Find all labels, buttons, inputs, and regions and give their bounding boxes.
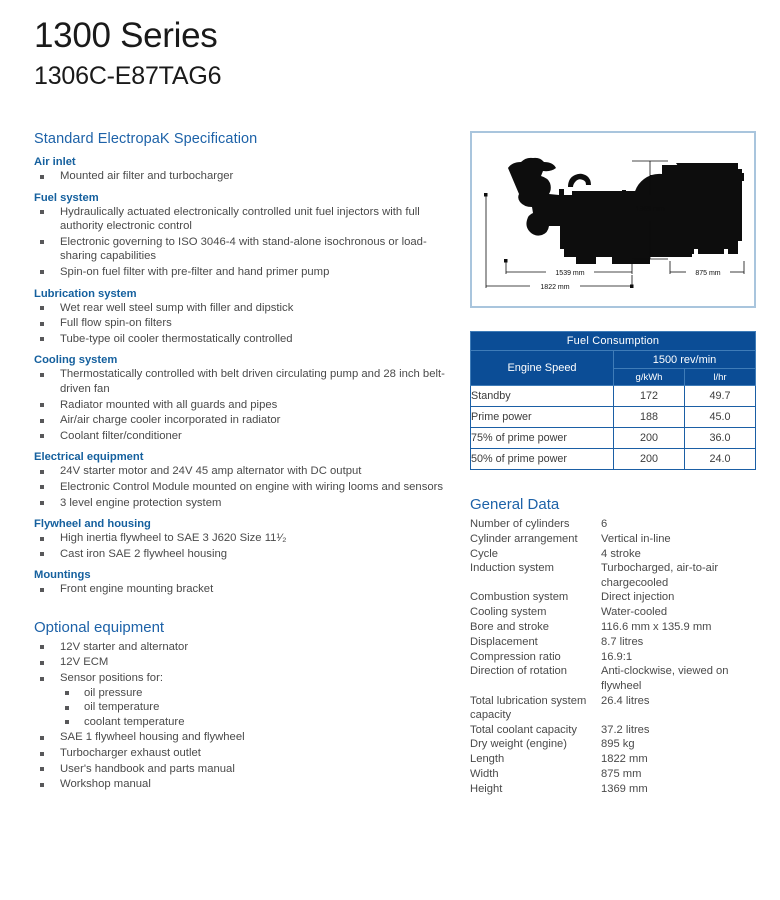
table-row (471, 428, 756, 449)
dimension-label-width: 875 mm (695, 270, 721, 277)
spec-section-heading: Cooling system (34, 354, 118, 367)
general-data-value: 895 kg (601, 738, 635, 751)
general-data-value: 16.9:1 (601, 650, 633, 663)
table-row (470, 547, 756, 562)
dimension-label-overall-length: 1822 mm (540, 284, 570, 291)
list-item: 12V starter and alternator (34, 640, 454, 655)
table-row (470, 635, 756, 650)
fuel-consumption-table-wrap (470, 331, 756, 470)
table-row (470, 694, 756, 723)
list-item: Electronic governing to ISO 3046-4 with stand-alone isochronous or load-sharing capabilities (34, 235, 454, 264)
list-item: Full flow spin-on filters (34, 316, 454, 331)
fuel-row-gkwh: 200 (614, 428, 685, 449)
fuel-consumption-table (470, 331, 756, 470)
general-data-label: Number of cylinders (470, 518, 570, 530)
table-row (471, 386, 756, 407)
table-row (471, 449, 756, 470)
list-item: Mounted air filter and turbocharger (34, 169, 454, 184)
general-data-label: Length (470, 753, 505, 766)
fuel-row-lhr: 45.0 (685, 407, 756, 428)
general-data-title: General Data (470, 496, 560, 513)
general-data-label: Displacement (470, 635, 538, 648)
general-data-value: Anti-clockwise, viewed on flywheel (601, 665, 729, 692)
general-data-value: 4 stroke (601, 547, 641, 560)
fuel-table-body (471, 386, 756, 470)
general-data-value: 116.6 mm x 135.9 mm (601, 621, 712, 634)
engine-dimension-drawing (470, 131, 756, 308)
fuel-row-label: 50% of prime power (471, 449, 614, 470)
page-header (34, 18, 221, 90)
general-data-value: 1822 mm (601, 753, 648, 766)
fuel-row-gkwh: 172 (614, 386, 685, 407)
list-item: Electronic Control Module mounted on engine with wiring looms and sensors (34, 480, 454, 495)
specification-title: Standard ElectropaK Specification (34, 131, 258, 147)
spec-section-list (34, 169, 454, 184)
general-data-label: Height (470, 782, 503, 795)
general-data-label: Width (470, 768, 499, 781)
list-item: Wet rear well steel sump with filler and dipstick (34, 301, 454, 316)
general-data-label: Total lubrication system capacity (470, 694, 587, 721)
table-row (470, 517, 756, 532)
fuel-table-rpm-header: 1500 rev/min (614, 351, 756, 369)
table-row (471, 407, 756, 428)
table-row (470, 650, 756, 665)
spec-section-list (34, 205, 454, 280)
list-item: oil temperature (60, 700, 454, 715)
list-item: Thermostatically controlled with belt driven circulating pump and 28 inch belt-driven fan (34, 367, 454, 396)
list-item: coolant temperature (60, 715, 454, 730)
table-row (470, 664, 756, 693)
spec-section-heading: Electrical equipment (34, 451, 144, 464)
list-item: 24V starter motor and 24V 45 amp alternator with DC output (34, 464, 454, 479)
data-column (470, 131, 756, 797)
list-item: Coolant filter/conditioner (34, 429, 454, 444)
list-item: Front engine mounting bracket (34, 582, 454, 597)
fuel-row-gkwh: 188 (614, 407, 685, 428)
general-data-label: Dry weight (engine) (470, 738, 568, 751)
spec-section-heading: Lubrication system (34, 287, 137, 300)
list-item: Hydraulically actuated electronically controlled unit fuel injectors with full authority electronic control (34, 205, 454, 234)
general-data-value: 37.2 litres (601, 723, 650, 736)
spec-section-list (34, 367, 454, 443)
general-data-label: Induction system (470, 562, 554, 575)
engine-silhouette-svg (472, 133, 754, 306)
table-row (470, 561, 756, 590)
table-row (470, 605, 756, 620)
list-item: SAE 1 flywheel housing and flywheel (34, 730, 454, 745)
list-item: Radiator mounted with all guards and pipes (34, 398, 454, 413)
list-item: 12V ECM (34, 655, 454, 670)
list-item: 3 level engine protection system (34, 496, 454, 511)
spec-section-list (34, 582, 454, 597)
list-item: User's handbook and parts manual (34, 762, 454, 777)
list-item: Cast iron SAE 2 flywheel housing (34, 547, 454, 562)
table-row (470, 590, 756, 605)
specification-column (34, 131, 454, 793)
spec-section-heading: Mountings (34, 569, 91, 582)
table-row (470, 532, 756, 547)
spec-section-heading: Air inlet (34, 156, 76, 168)
general-data-value: 6 (601, 518, 608, 530)
fuel-row-lhr: 24.0 (685, 449, 756, 470)
spec-section-list (34, 531, 454, 561)
general-data-label: Cylinder arrangement (470, 532, 578, 545)
dimension-label-height: 1369 mm (635, 206, 665, 213)
general-data-label: Cooling system (470, 606, 547, 619)
spec-section-list (34, 301, 454, 347)
general-data-body (470, 517, 756, 797)
general-data-value: 875 mm (601, 768, 642, 781)
optional-equipment-list (34, 640, 454, 792)
list-item: Sensor positions for: oil pressure oil temperature coolant temperature (34, 671, 454, 729)
optional-equipment-title: Optional equipment (34, 618, 165, 636)
fuel-row-lhr: 36.0 (685, 428, 756, 449)
page-title: 1300 Series (34, 16, 218, 55)
general-data-value: Vertical in-line (601, 532, 671, 545)
list-item: oil pressure (60, 686, 454, 701)
general-data-label: Total coolant capacity (470, 723, 577, 736)
general-data-label: Direction of rotation (470, 665, 568, 678)
page-subtitle-model: 1306C-E87TAG6 (34, 61, 222, 90)
fuel-table-title: Fuel Consumption (471, 332, 756, 351)
engine-end-view-icon (672, 163, 744, 254)
list-item: High inertia flywheel to SAE 3 J620 Size 11¹⁄₂ (34, 531, 454, 546)
list-item: Workshop manual (34, 777, 454, 792)
fuel-table-unit-gkwh: g/kWh (614, 369, 685, 386)
general-data-value: 8.7 litres (601, 635, 644, 648)
table-row (470, 723, 756, 738)
specification-sections (34, 156, 454, 597)
spec-section-list (34, 464, 454, 510)
table-row (470, 752, 756, 767)
fuel-table-engine-speed-header: Engine Speed (471, 351, 614, 386)
fuel-row-lhr: 49.7 (685, 386, 756, 407)
list-item: Spin-on fuel filter with pre-filter and hand primer pump (34, 265, 454, 280)
spec-section-heading: Fuel system (34, 191, 99, 204)
list-item: Air/air charge cooler incorporated in radiator (34, 413, 454, 428)
fuel-table-unit-lhr: l/hr (685, 369, 756, 386)
general-data-label: Bore and stroke (470, 621, 549, 634)
list-item: Tube-type oil cooler thermostatically controlled (34, 332, 454, 347)
list-item: Turbocharger exhaust outlet (34, 746, 454, 761)
table-row (470, 782, 756, 797)
general-data-value: Turbocharged, air-to-air chargecooled (601, 562, 719, 589)
general-data-value: 26.4 litres (601, 694, 650, 707)
sensor-positions-list (60, 686, 454, 730)
table-row (470, 737, 756, 752)
fuel-row-label: Prime power (471, 407, 614, 428)
general-data-table (470, 517, 756, 797)
fuel-row-gkwh: 200 (614, 449, 685, 470)
table-row (470, 620, 756, 635)
general-data-value: 1369 mm (601, 782, 648, 795)
table-row (470, 767, 756, 782)
general-data-block (470, 496, 756, 797)
spec-section-heading: Flywheel and housing (34, 518, 151, 531)
fuel-row-label: 75% of prime power (471, 428, 614, 449)
general-data-value: Direct injection (601, 591, 675, 604)
general-data-label: Cycle (470, 547, 498, 560)
fuel-row-label: Standby (471, 386, 614, 407)
general-data-label: Compression ratio (470, 650, 561, 663)
optional-equipment-block (34, 619, 454, 792)
dimension-label-block-length: 1539 mm (555, 270, 585, 277)
general-data-value: Water-cooled (601, 606, 668, 619)
general-data-label: Combustion system (470, 591, 569, 604)
